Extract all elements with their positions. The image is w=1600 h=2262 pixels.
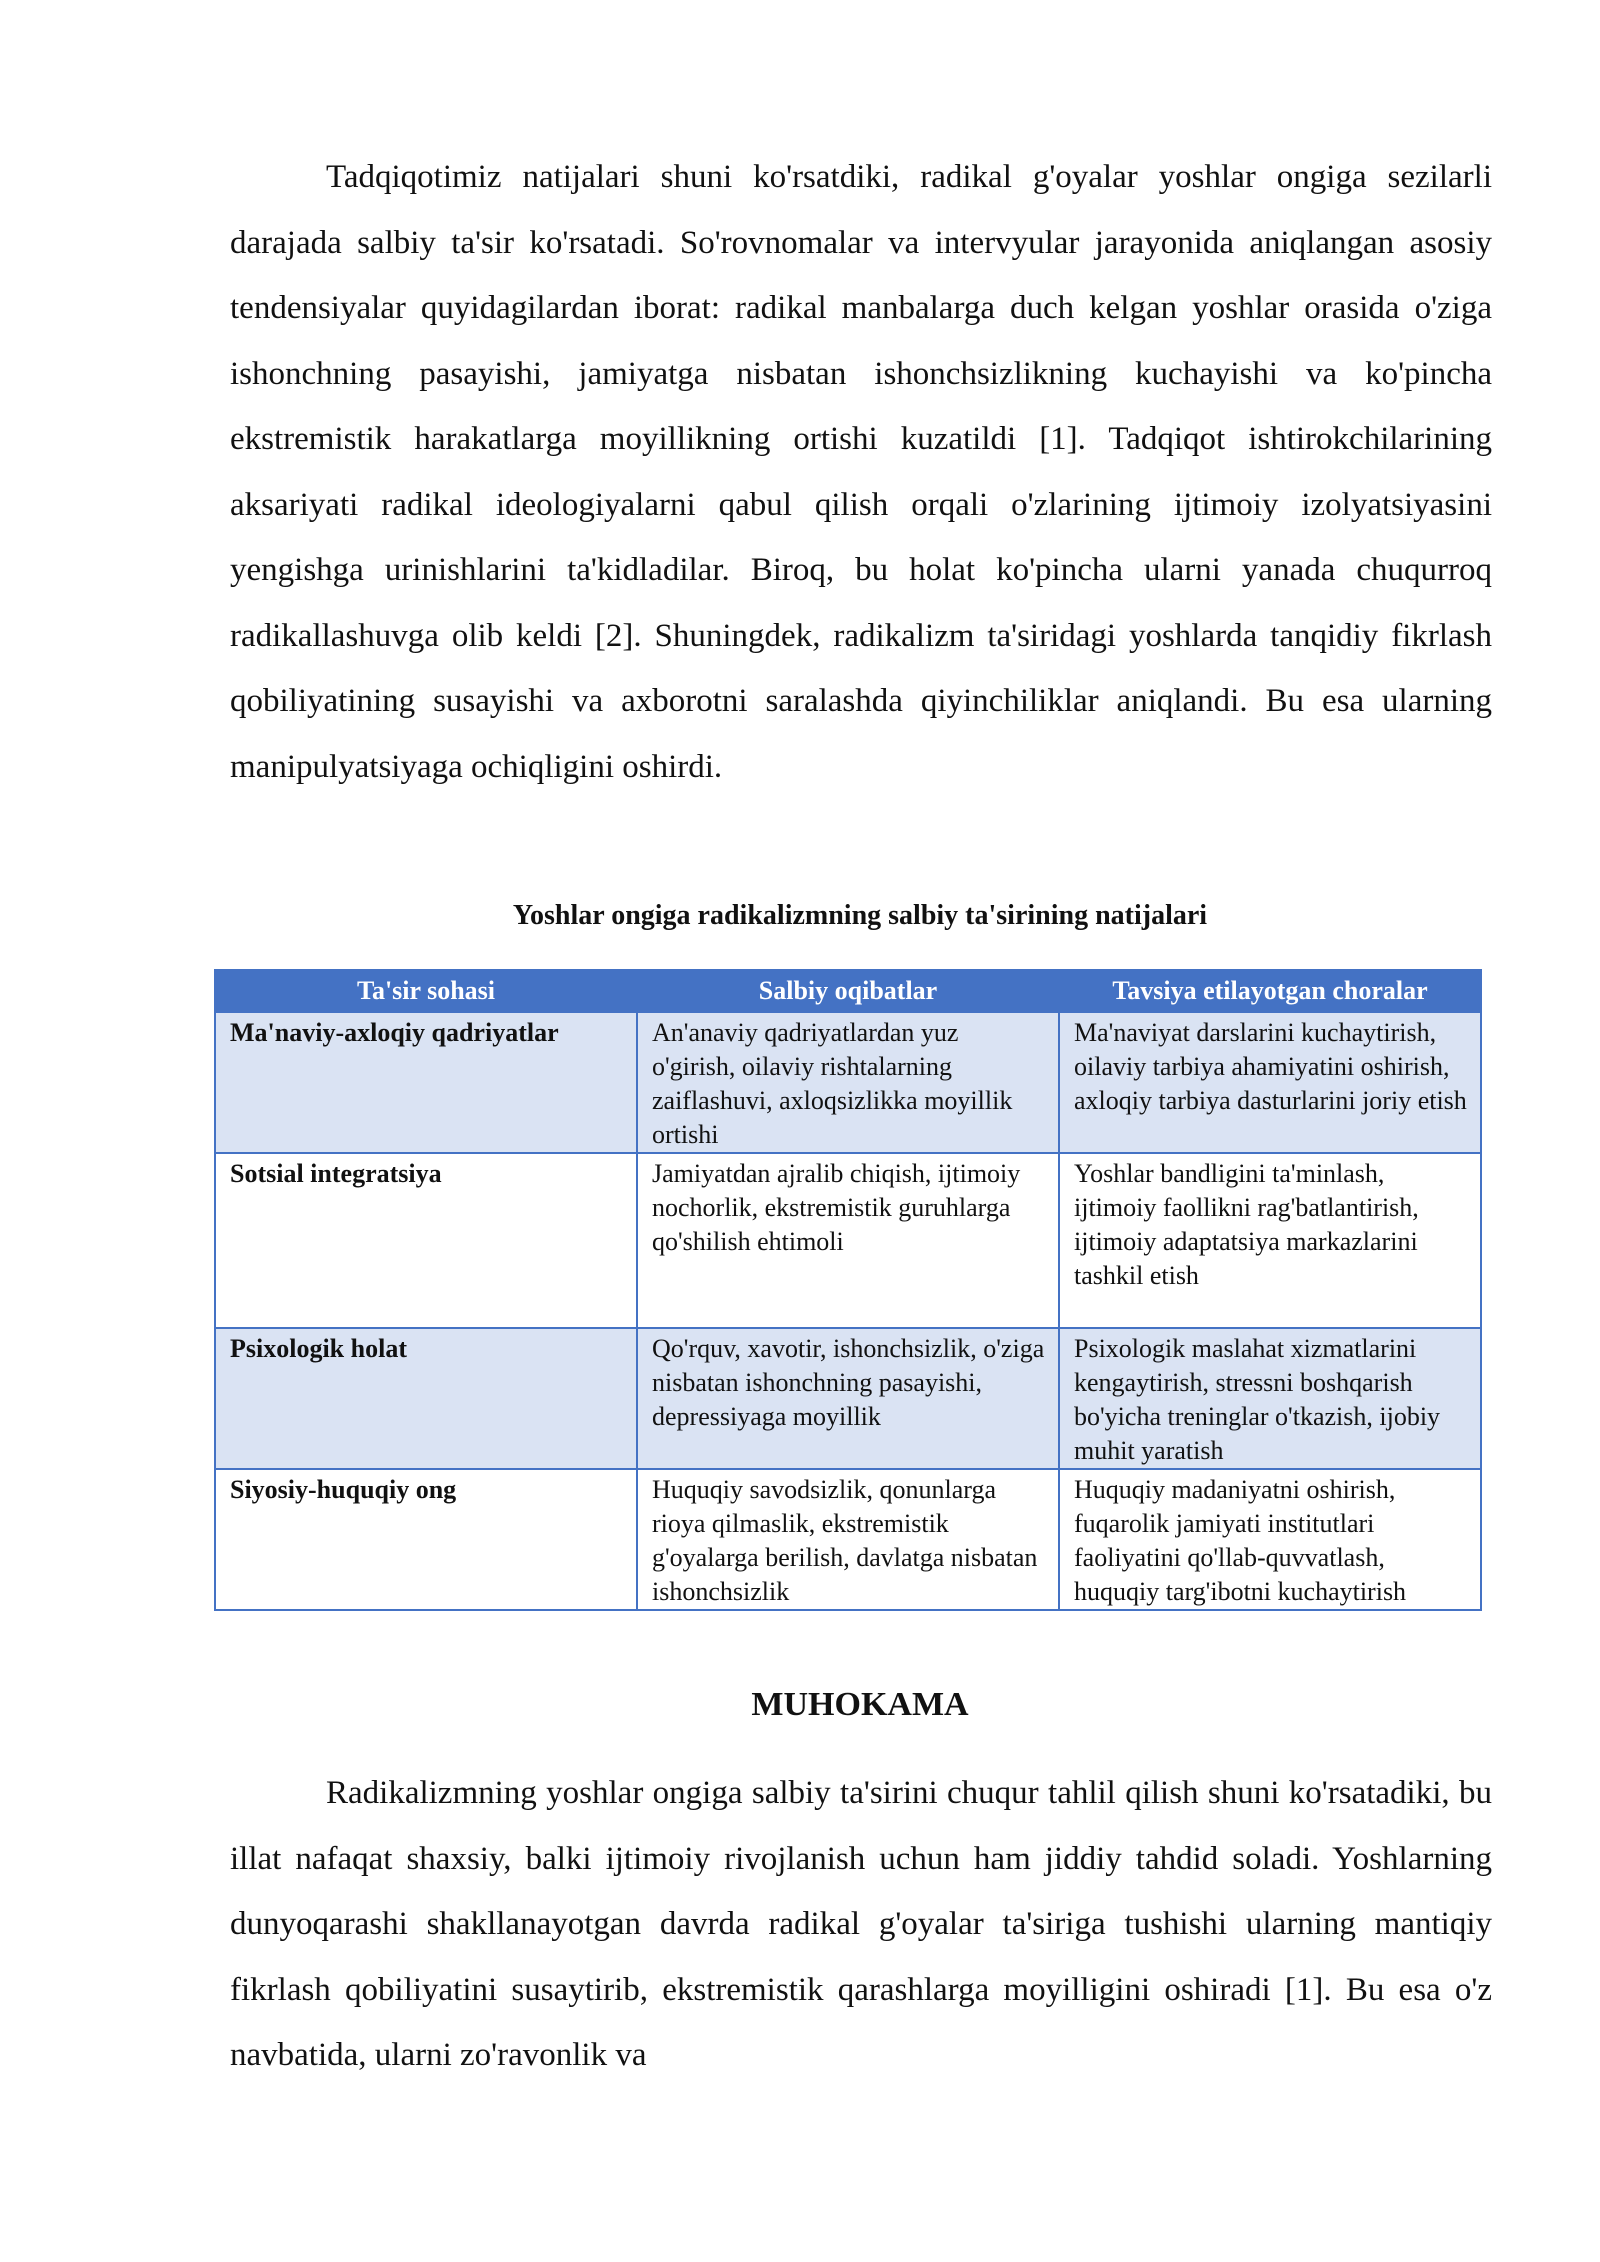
measures-cell: Ma'naviyat darslarini kuchaytirish, oilaviy tarbiya ahamiyatini oshirish, axloqiy tarbiya dasturlarini joriy etish [1059, 1012, 1481, 1153]
impact-area-cell: Ma'naviy-axloqiy qadriyatlar [215, 1012, 637, 1153]
consequences-cell: Jamiyatdan ajralib chiqish, ijtimoiy nochorlik, ekstremistik guruhlarga qo'shilish ehtimoli [637, 1153, 1059, 1328]
body-paragraph: Radikalizmning yoshlar ongiga salbiy ta'sirini chuqur tahlil qilish shuni ko'rsatadiki, bu illat nafaqat shaxsiy, balki ijtimoiy rivojlanish uchun ham jiddiy tahdid soladi. Yoshlarning dunyoqarashi shakllanayotgan davrda radikal g'oyalar ta'siriga tushishi ularning mantiqiy fikrlash qobiliyatini susaytirib, ekstremistik qarashlarga moyilligini oshiradi [1]. Bu esa o'z navbatida, ularni zo'ravonlik va [230, 1775, 1492, 2073]
consequences-cell: Huquqiy savodsizlik, qonunlarga rioya qilmaslik, ekstremistik g'oyalarga berilish, davlatga nisbatan ishonchsizlik [637, 1469, 1059, 1610]
table-row [215, 1469, 1481, 1610]
consequences-cell: An'anaviy qadriyatlardan yuz o'girish, oilaviy rishtalarning zaiflashuvi, axloqsizlikka moyillik ortishi [637, 1012, 1059, 1153]
measures-cell: Yoshlar bandligini ta'minlash, ijtimoiy faollikni rag'batlantirish, ijtimoiy adaptatsiya markazlarini tashkil etish [1059, 1153, 1481, 1328]
table-header-row [215, 970, 1481, 1012]
body-paragraph: Tadqiqotimiz natijalari shuni ko'rsatdiki, radikal g'oyalar yoshlar ongiga sezilarli darajada salbiy ta'sir ko'rsatadi. So'rovnomalar va intervyular jarayonida aniqlangan asosiy tendensiyalar quyidagilardan iborat: radikal manbalarga duch kelgan yoshlar orasida o'ziga ishonchning pasayishi, jamiyatga nisbatan ishonchsizlikning kuchayishi va ko'pincha ekstremistik harakatlarga moyillikning ortishi kuzatildi [1]. Tadqiqot ishtirokchilarining aksariyati radikal ideologiyalarni qabul qilish orqali o'zlarining ijtimoiy izolyatsiyasini yengishga urinishlarini ta'kidladilar. Biroq, bu holat ko'pincha ularni yanada chuqurroq radikallashuvga olib keldi [2]. Shuningdek, radikalizm ta'siridagi yoshlarda tanqidiy fikrlash qobiliyatining susayishi va axborotni saralashda qiyinchiliklar aniqlandi. Bu esa ularning manipulyatsiyaga ochiqligini oshirdi. [230, 159, 1492, 785]
header-recommended-measures: Tavsiya etilayotgan choralar [1059, 970, 1481, 1012]
impact-area-cell: Psixologik holat [215, 1328, 637, 1469]
impact-area-cell: Sotsial integratsiya [215, 1153, 637, 1328]
results-table [214, 969, 1482, 1611]
table-row [215, 1012, 1481, 1153]
header-negative-consequences: Salbiy oqibatlar [637, 970, 1059, 1012]
section-heading: MUHOKAMA [751, 1686, 969, 1723]
table-row [215, 1153, 1481, 1328]
header-impact-area: Ta'sir sohasi [215, 970, 637, 1012]
impact-area-cell: Siyosiy-huquqiy ong [215, 1469, 637, 1610]
measures-cell: Huquqiy madaniyatni oshirish, fuqarolik jamiyati institutlari faoliyatini qo'llab-quvvatlash, huquqiy targ'ibotni kuchaytirish [1059, 1469, 1481, 1610]
table-row [215, 1328, 1481, 1469]
consequences-cell: Qo'rquv, xavotir, ishonchsizlik, o'ziga nisbatan ishonchning pasayishi, depressiyaga moyillik [637, 1328, 1059, 1469]
table-title: Yoshlar ongiga radikalizmning salbiy ta'sirining natijalari [512, 900, 1208, 931]
measures-cell: Psixologik maslahat xizmatlarini kengaytirish, stressni boshqarish bo'yicha treninglar o'tkazish, ijobiy muhit yaratish [1059, 1328, 1481, 1469]
